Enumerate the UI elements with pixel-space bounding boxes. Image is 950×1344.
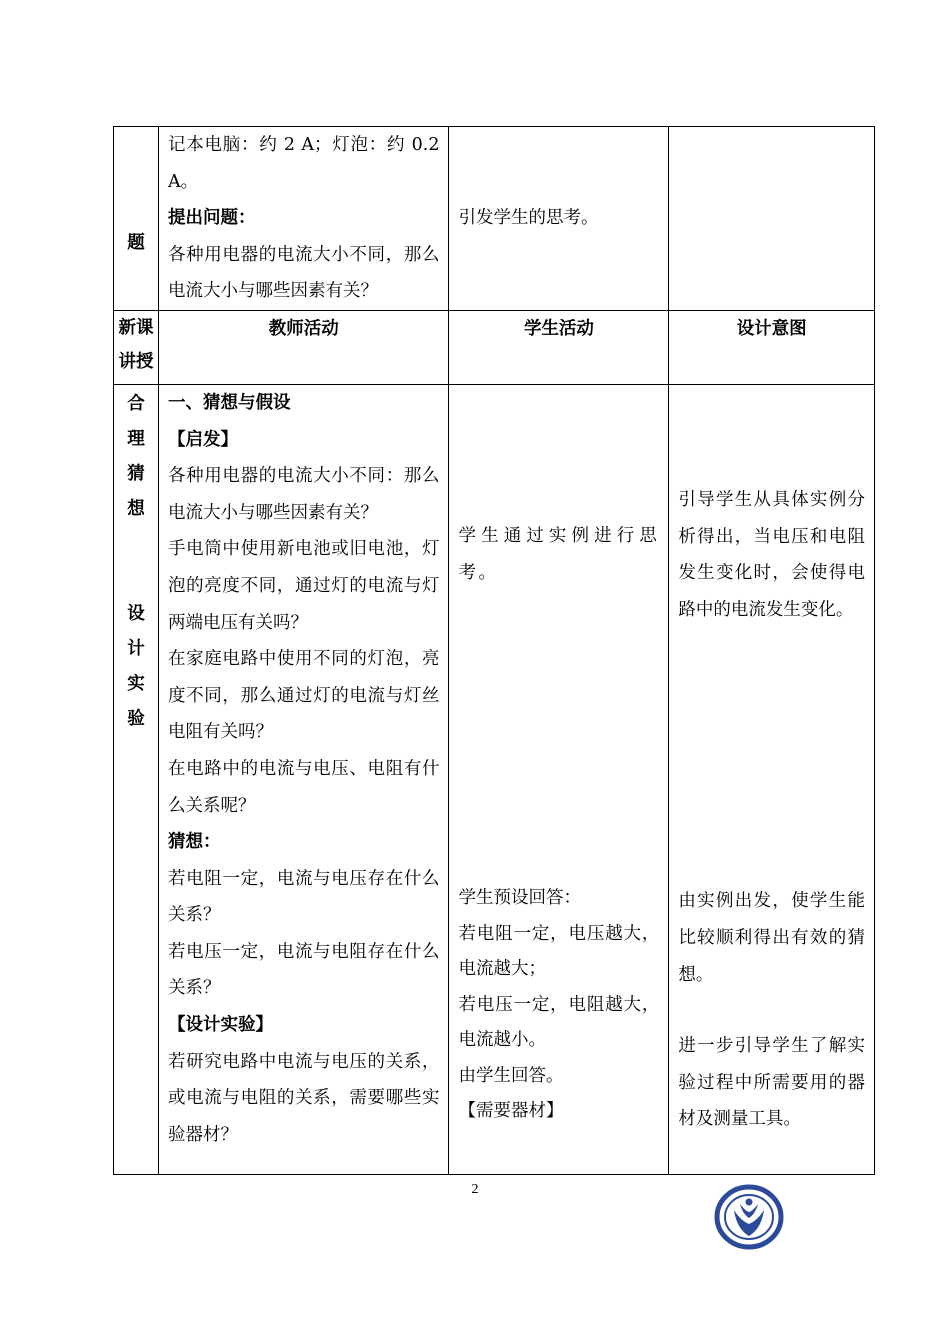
lesson-plan-table <box>113 126 875 1175</box>
main-row <box>114 384 875 1174</box>
teacher-subheading: 【启发】 <box>168 429 238 450</box>
student-line: 【需要器材】 <box>458 1101 564 1122</box>
section-char: 验 <box>127 708 145 729</box>
header-student: 学生活动 <box>449 310 669 384</box>
teacher-subheading: 猜想： <box>168 832 221 853</box>
student-line: 若电压一定，电阻越大，电流越小。 <box>458 994 660 1051</box>
section-char: 理 <box>127 428 145 449</box>
teacher-heading: 一、猜想与假设 <box>168 392 291 413</box>
section-char: 实 <box>127 673 145 694</box>
header-design: 设计意图 <box>669 310 875 384</box>
intro-row <box>114 127 875 311</box>
teacher-paragraph: 若电阻一定，电流与电压存在什么关系？ <box>168 868 440 926</box>
student-block-1: 学生通过实例进行思考。 <box>458 525 660 583</box>
teacher-paragraph: 在电路中的电流与电压、电阻有什么关系呢？ <box>168 758 440 816</box>
section-char: 想 <box>127 498 145 519</box>
teacher-paragraph: 若研究电路中电流与电压的关系，或电流与电阻的关系，需要哪些实验器材？ <box>168 1051 440 1145</box>
intro-design-cell <box>669 127 875 311</box>
teacher-subheading: 【设计实验】 <box>168 1015 273 1036</box>
main-student-cell <box>449 384 669 1174</box>
section-char: 猜 <box>127 463 145 484</box>
intro-student-cell <box>449 127 669 311</box>
section-char: 计 <box>127 638 145 659</box>
header-teacher: 教师活动 <box>159 310 449 384</box>
student-line: 若电阻一定，电压越大，电流越大； <box>458 923 660 980</box>
teacher-paragraph: 手电筒中使用新电池或旧电池，灯泡的亮度不同，通过灯的电流与灯两端电压有关吗？ <box>168 539 440 633</box>
teacher-paragraph: 若电压一定，电流与电阻存在什么关系？ <box>168 941 440 999</box>
design-block-1: 引导学生从具体实例分析得出，当电压和电阻发生变化时，会使得电路中的电流发生变化。 <box>678 489 865 620</box>
section-spacer <box>114 527 158 597</box>
intro-teacher-line-2: 各种用电器的电流大小不同，那么电流大小与哪些因素有关？ <box>168 244 440 302</box>
intro-student-text: 引发学生的思考。 <box>458 208 599 229</box>
intro-teacher-cell <box>159 127 449 311</box>
intro-teacher-line-0: 记本电脑：约 2 A；灯泡：约 0.2 A。 <box>168 135 440 192</box>
design-block-2: 由实例出发，使学生能比较顺利得出有效的猜想。 <box>678 891 865 985</box>
student-block-2 <box>458 881 659 1130</box>
intro-section-cell <box>114 127 159 311</box>
main-design-cell <box>669 384 875 1174</box>
intro-teacher-line-1: 提出问题： <box>168 208 256 229</box>
teacher-paragraph: 在家庭电路中使用不同的灯泡，亮度不同，那么通过灯的电流与灯丝电阻有关吗？ <box>168 649 440 743</box>
design-block-3: 进一步引导学生了解实验过程中所需要用的器材及测量工具。 <box>678 1036 865 1130</box>
main-teacher-cell <box>159 384 449 1174</box>
header-section-line-0: 新课 <box>118 317 154 338</box>
header-section-line-1: 讲授 <box>118 351 154 372</box>
main-section-cell <box>114 384 159 1174</box>
section-char: 设 <box>127 603 145 624</box>
student-line: 由学生回答。 <box>458 1065 564 1086</box>
section-char: 合 <box>127 393 145 414</box>
school-logo-icon <box>714 1184 784 1250</box>
student-line: 学生预设回答： <box>458 888 581 909</box>
teacher-paragraph: 各种用电器的电流大小不同：那么电流大小与哪些因素有关？ <box>168 466 440 523</box>
intro-section-label: 题 <box>127 233 145 253</box>
page-number: 2 <box>471 1182 479 1197</box>
header-section-cell <box>114 310 159 384</box>
header-row <box>114 310 875 384</box>
